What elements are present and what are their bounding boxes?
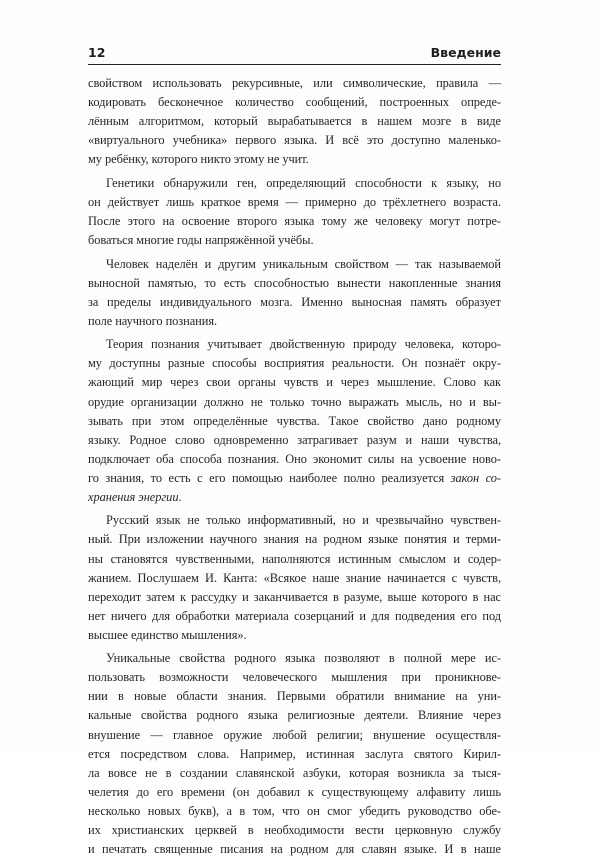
text-line: их христианских церквей в необходимости вести церковную службу <box>88 822 501 837</box>
text-line: ла вовсе не в создании славянской азбуки, которая возникла за тыся- <box>88 765 501 780</box>
text-line: Русский язык не только информативный, но и чрезвычайно чувствен- <box>106 513 501 528</box>
text-line: высшее единство мышления». <box>88 627 247 642</box>
text-line <box>88 469 501 488</box>
text-line: кальные свойства родного языка религиозные деятели. Влияние через <box>88 708 501 723</box>
paragraph-5 <box>88 511 501 644</box>
paragraph-2 <box>88 174 501 250</box>
text-line: свойством использовать рекурсивные, или символические, правила — <box>88 76 501 90</box>
paragraph-4 <box>88 335 501 506</box>
text-line: языку. Родное слово одновременно затрагивает разум и наши чувства, <box>88 432 501 447</box>
text-line: Уникальные свойства родного языка позволяют в полной мере ис- <box>106 651 501 666</box>
section-title: Введение <box>430 45 501 60</box>
text-run: . <box>178 489 182 504</box>
text-line: Генетики обнаружили ген, определяющий способности к языку, но <box>106 175 501 190</box>
text-line: Человек наделён и другим уникальным свойством — так называемой <box>106 256 501 271</box>
text-line: ны становятся чувственными, наполняются истинным смыслом и содер- <box>88 551 501 566</box>
text-line: поле научного познания. <box>88 313 218 328</box>
body-text <box>88 74 501 859</box>
text-run: го знания, то есть с его помощью наиболее полно реализуется <box>88 470 445 485</box>
page-number: 12 <box>88 45 106 60</box>
running-header <box>88 42 501 65</box>
text-line: После этого на освоение второго языка тому же человеку могут потре- <box>88 213 501 228</box>
text-line: орудие организации должно не только точно выражать мысль, но и вы- <box>88 394 501 409</box>
text-line: Теория познания учитывает двойственную природу человека, которо- <box>106 337 501 352</box>
text-line: нии в новые области знания. Первыми обратили внимание на уни- <box>88 689 501 704</box>
paragraph-6 <box>88 649 501 859</box>
text-line <box>88 488 501 507</box>
text-line: кодировать бесконечное количество сообщений, построенных опреде- <box>88 95 501 110</box>
text-line: зывать при этом определённые чувства. Такое свойство дано родному <box>88 413 501 428</box>
text-line: челетия до его времени (он добавил к существующему алфавиту лишь <box>88 784 501 799</box>
text-line: нет ничего для обработки материала созерцаний и для подведения его под <box>88 608 501 623</box>
paragraph-3 <box>88 255 501 331</box>
paragraph-1 <box>88 74 501 169</box>
text-line: му доступны разные способы восприятия реальности. Он познаёт окру- <box>88 356 501 371</box>
text-line: пользовать возможности человеческого мышления при проникнове- <box>88 670 501 685</box>
text-line: жанием. Послушаем И. Канта: «Всякое наше знание начинается с чувств, <box>88 570 501 585</box>
text-line: му ребёнку, которого никто этому не учит. <box>88 152 309 167</box>
text-line: он действует лишь краткое время — примерно до трёхлетнего возраста. <box>88 194 501 209</box>
text-line: выносной памятью, то есть способностью вынести накопленные знания <box>88 275 501 290</box>
text-line: несколько новых букв), а в том, что он смог убедить руководство обе- <box>88 803 501 818</box>
text-line: «виртуального учебника» первого языка. И всё это доступно маленько- <box>88 133 501 148</box>
text-line: переходит затем к рассудку и заканчивается в разуме, выше которого в нас <box>88 589 501 604</box>
text-line: лённым алгоритмом, который вырабатывается в нашем мозге в виде <box>88 114 501 129</box>
italic-term: закон со- <box>450 470 501 485</box>
italic-term: хранения энергии <box>88 489 179 504</box>
text-line: ется посредством слова. Например, истинная заслуга святого Кирил- <box>88 746 501 761</box>
text-line: подключает оба способа познания. Оно экономит силы на усвоение ново- <box>88 451 501 466</box>
text-line: за пределы индивидуального мозга. Именно выносная память образует <box>88 294 501 309</box>
text-line: и печатать священные писания на родном для славян языке. И в наше <box>88 841 501 856</box>
text-line: боваться многие годы напряжённой учёбы. <box>88 232 314 247</box>
text-line: жающий мир через свои органы чувств и через мышление. Слово как <box>88 375 501 390</box>
text-line: ный. При изложении научного знания на родном языке понятия и терми- <box>88 532 501 547</box>
text-line: внушение — главное оружие любой религии; внушение осуществля- <box>88 727 501 742</box>
